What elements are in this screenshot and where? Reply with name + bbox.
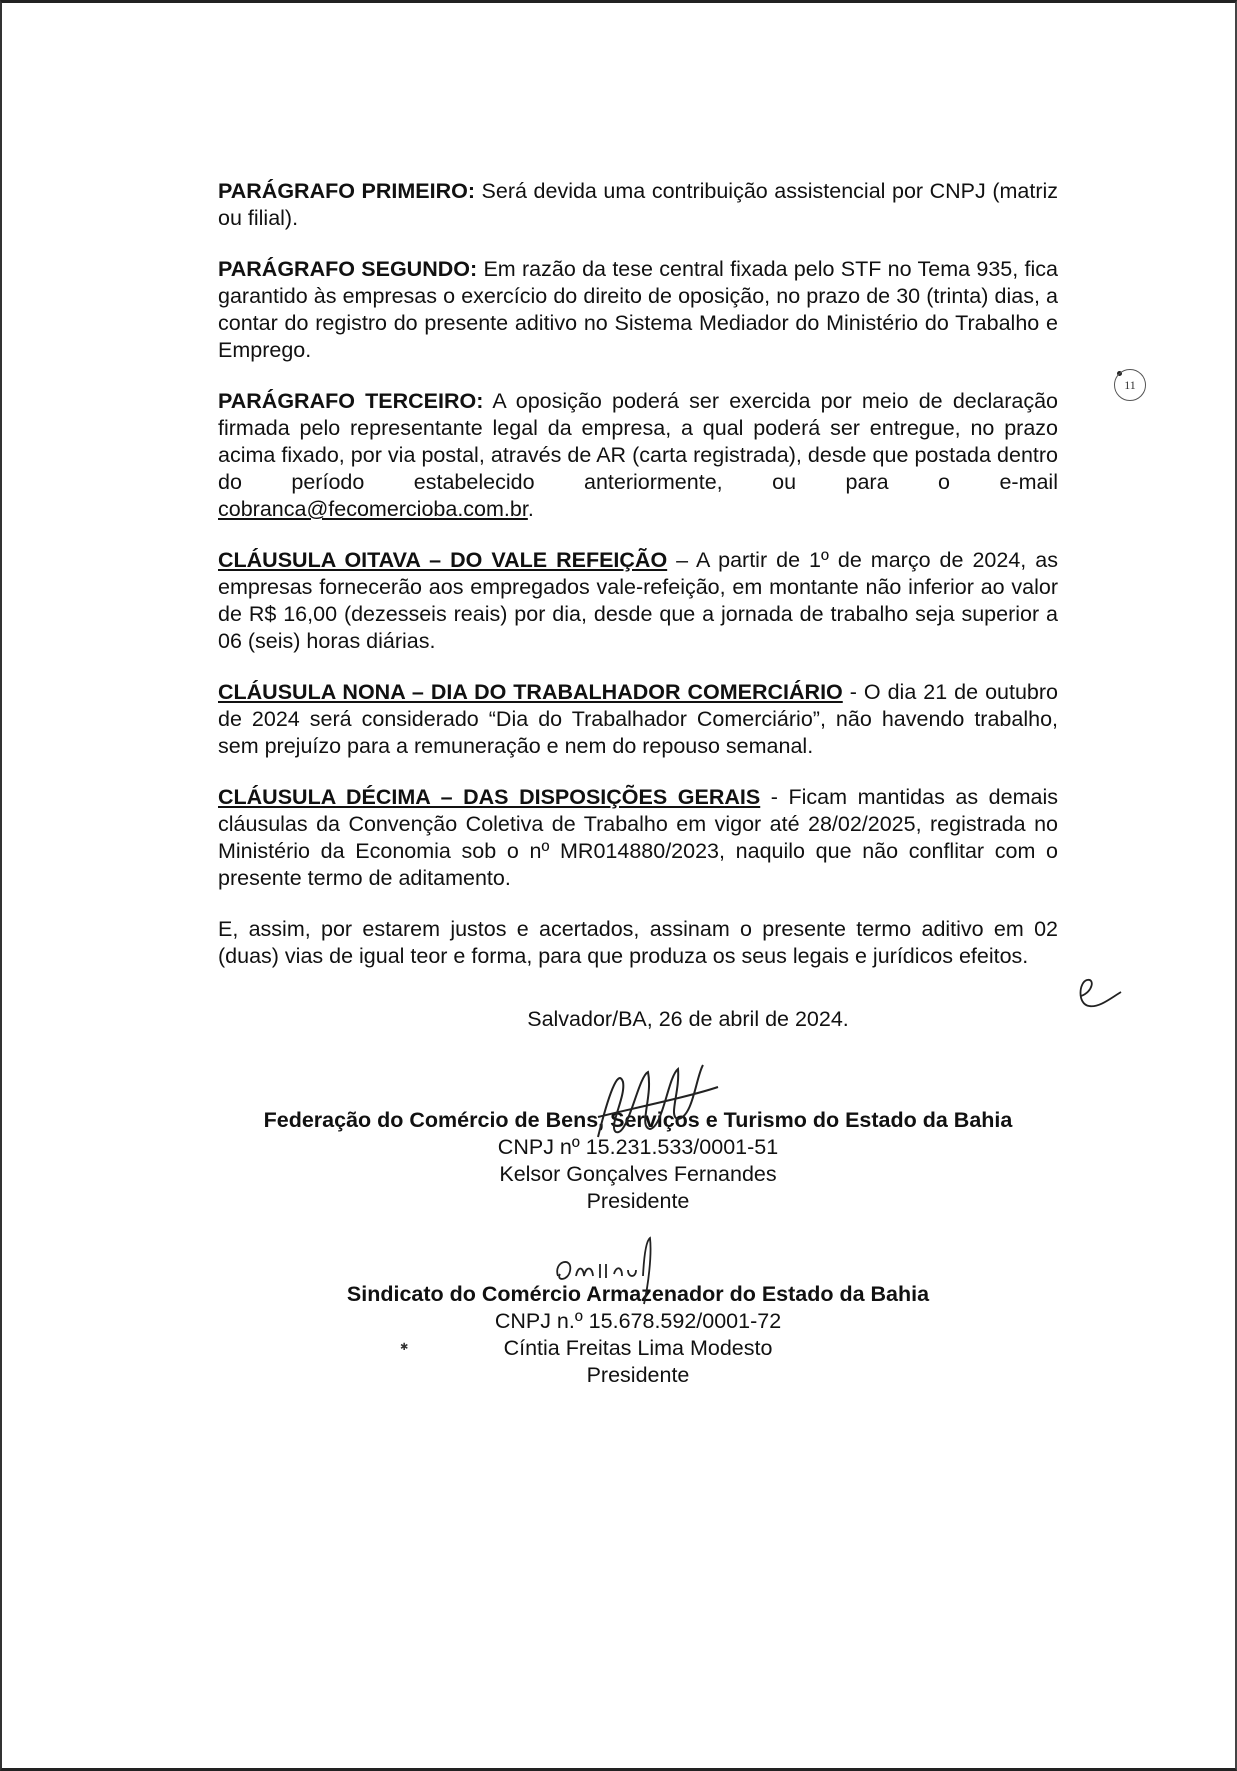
closing-paragraph: E, assim, por estarem justos e acertados, assinam o presente termo aditivo em 02 (duas) vias de igual teor e forma, para que produza os seus legais e jurídicos efeitos.	[218, 917, 1058, 968]
clausula-decima-text: - Ficam mantidas as demais cláusulas da Convenção Coletiva de Trabalho em vigor até 28/02/2025, registrada no Ministério da Economia sob o nº MR014880/2023, naquilo que não conflitar com o presente termo de aditamento.	[218, 785, 1058, 890]
email-link[interactable]: cobranca@fecomercioba.com.br	[218, 497, 528, 521]
page-number-stamp: 11	[1114, 369, 1146, 401]
clausula-nona-heading: CLÁUSULA NONA – DIA DO TRABALHADOR COMERCIÁRIO	[218, 680, 843, 704]
signatory-cnpj: CNPJ n.º 15.678.592/0001-72	[494, 1309, 782, 1333]
signatory-role: Presidente	[586, 1363, 690, 1387]
handwritten-initial-e-icon	[1075, 970, 1125, 1012]
place-date: Salvador/BA, 26 de abril de 2024.	[527, 1007, 849, 1031]
scan-speck: ✱	[400, 1342, 409, 1353]
clausula-oitava-text: – A partir de 1º de março de 2024, as empresas fornecerão aos empregados vale-refeição, em montante não inferior ao valor de R$ 16,00 (dezesseis reais) por dia, desde que a jornada de trabalho seja superior a 06 (seis) horas diárias.	[218, 548, 1058, 653]
clausula-oitava	[218, 547, 1058, 655]
signatory-cnpj: CNPJ nº 15.231.533/0001-51	[497, 1135, 779, 1159]
clausula-nona	[218, 679, 1058, 760]
paragrafo-segundo-text: Em razão da tese central fixada pelo STF no Tema 935, fica garantido às empresas o exercício do direito de oposição, no prazo de 30 (trinta) dias, a contar do registro do presente aditivo no Sistema Mediador do Ministério do Trabalho e Emprego.	[218, 257, 1058, 362]
signature-block-sindicato	[218, 1281, 1058, 1389]
signatory-org: Federação do Comércio de Bens, Serviços e Turismo do Estado da Bahia	[263, 1108, 1013, 1132]
clausula-decima-heading: CLÁUSULA DÉCIMA – DAS DISPOSIÇÕES GERAIS	[218, 785, 761, 809]
paragrafo-segundo-heading: PARÁGRAFO SEGUNDO:	[218, 257, 478, 281]
paragrafo-primeiro-text: Será devida uma contribuição assistencial por CNPJ (matriz ou filial).	[218, 179, 1059, 230]
signatory-name: Cíntia Freitas Lima Modesto	[503, 1336, 773, 1360]
paragrafo-primeiro-heading: PARÁGRAFO PRIMEIRO:	[218, 179, 475, 203]
signatory-name: Kelsor Gonçalves Fernandes	[499, 1162, 777, 1186]
paragrafo-segundo	[218, 256, 1058, 364]
clausula-nona-text: - O dia 21 de outubro de 2024 será considerado “Dia do Trabalhador Comerciário”, não havendo trabalho, sem prejuízo para a remuneração e nem do repouso semanal.	[218, 680, 1058, 758]
clausula-oitava-heading: CLÁUSULA OITAVA – DO VALE REFEIÇÃO	[218, 548, 668, 572]
paragrafo-terceiro-end: .	[527, 497, 534, 521]
paragrafo-terceiro	[218, 388, 1058, 523]
signatory-org: Sindicato do Comércio Armazenador do Estado da Bahia	[346, 1282, 930, 1306]
clausula-decima	[218, 784, 1058, 892]
paragrafo-terceiro-text: A oposição poderá ser exercida por meio de declaração firmada pelo representante legal da empresa, a qual poderá ser entregue, no prazo acima fixado, por via postal, através de AR (carta registrada), desde que postada dentro do período estabelecido anteriormente, ou para o e-mail	[218, 389, 1059, 494]
paragrafo-primeiro	[218, 178, 1058, 232]
signatory-role: Presidente	[586, 1189, 690, 1213]
document-body	[218, 178, 1058, 1389]
signature-block-federacao	[218, 1107, 1058, 1215]
paragrafo-terceiro-heading: PARÁGRAFO TERCEIRO:	[218, 389, 484, 413]
